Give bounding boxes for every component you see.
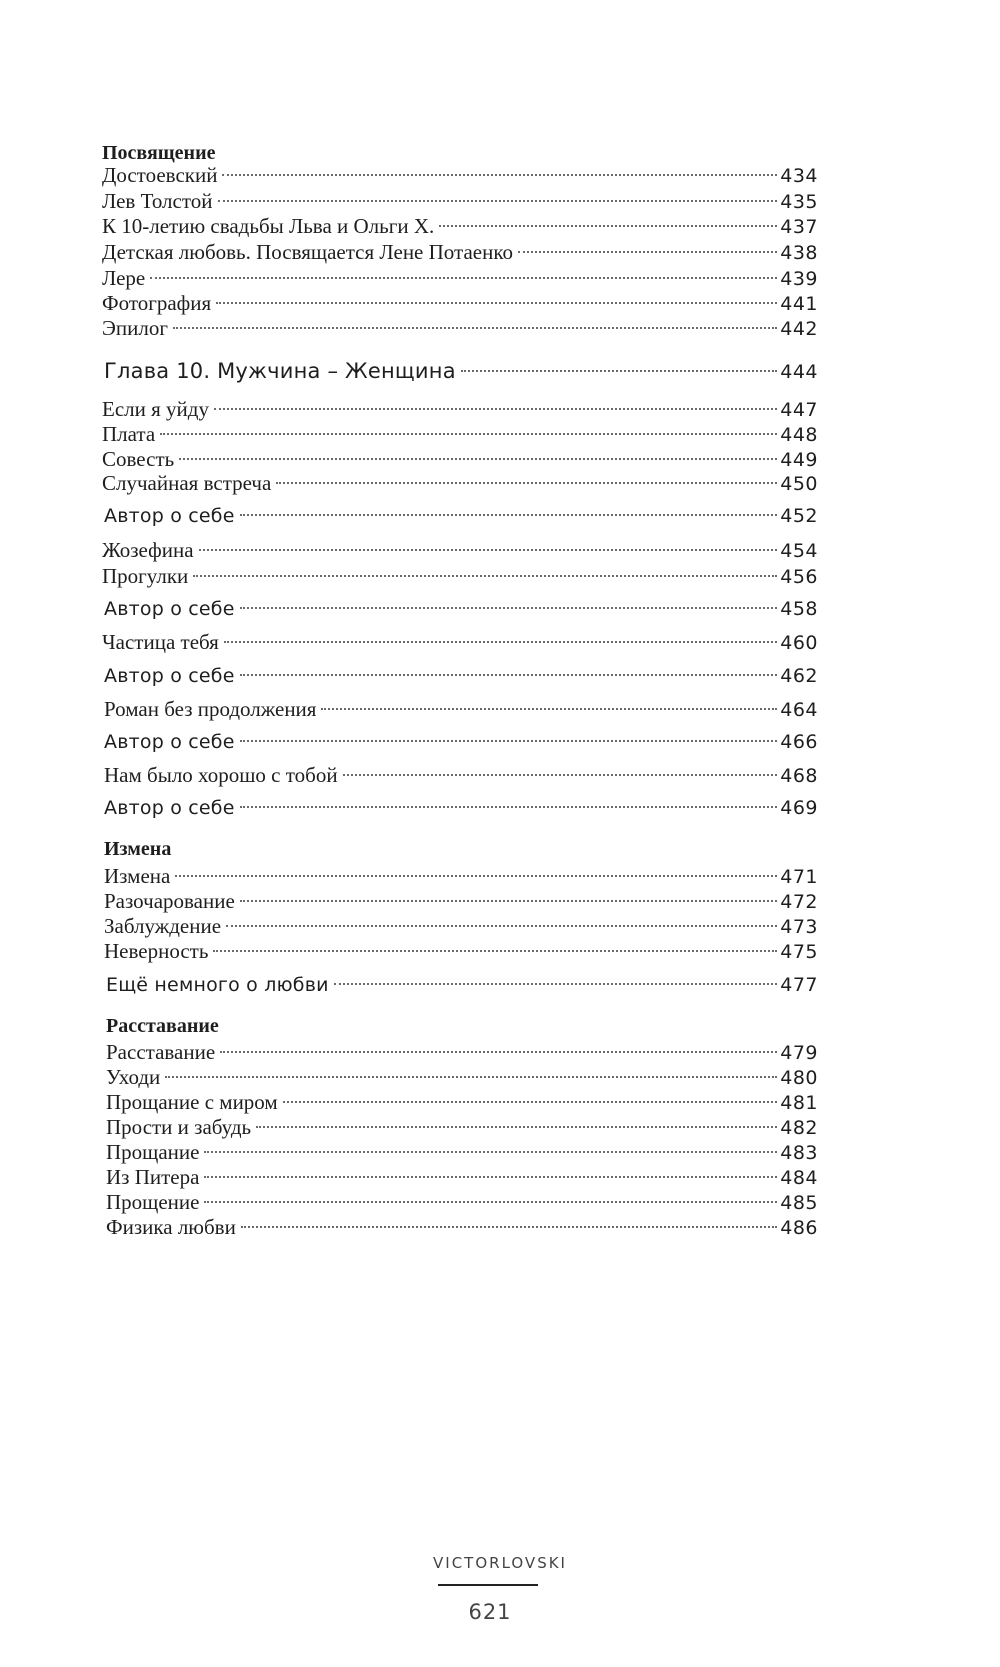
dot-leader: [213, 950, 777, 952]
toc-entry-title: Нам было хорошо с тобой: [104, 763, 338, 787]
toc-entry-title: Автор о себе: [104, 797, 235, 819]
toc-entry-page: 435: [780, 191, 818, 213]
dot-leader: [216, 302, 777, 304]
dot-leader: [204, 1201, 777, 1203]
section-heading-dedication: Посвящение: [102, 142, 216, 164]
toc-entry-page: 462: [780, 665, 818, 687]
dot-leader: [218, 200, 778, 202]
toc-entry-title: Прости и забудь: [106, 1115, 252, 1139]
dot-leader: [193, 575, 777, 577]
toc-entry-page: 484: [780, 1167, 818, 1189]
toc-entry-title: Эпилог: [102, 316, 168, 340]
toc-entry-title: Прощание: [106, 1140, 200, 1164]
toc-entry-title: Достоевский: [102, 163, 218, 187]
dot-leader: [256, 1126, 777, 1128]
dot-leader: [179, 458, 777, 460]
toc-entry-title: Прогулки: [102, 564, 189, 588]
chapter-title: Глава 10. Мужчина – Женщина: [104, 359, 456, 383]
dot-leader: [240, 514, 778, 516]
toc-entry-title: Фотография: [102, 291, 212, 315]
toc-entry: [104, 694, 818, 724]
toc-entry-page: 458: [780, 598, 818, 620]
toc-entry-page: 472: [780, 891, 818, 913]
toc-entry-page: 460: [780, 632, 818, 654]
toc-entry-title: Физика любви: [106, 1215, 236, 1239]
toc-entry-title: Если я уйду: [102, 397, 209, 421]
toc-entry-page: 466: [780, 731, 818, 753]
dot-leader: [175, 875, 777, 877]
dot-leader: [214, 408, 777, 410]
toc-entry-title: Жозефина: [102, 538, 194, 562]
toc-entry-title: Совесть: [102, 447, 175, 471]
toc-entry: [104, 727, 818, 757]
toc-entry-title: Автор о себе: [104, 731, 235, 753]
toc-entry-page: 438: [780, 242, 818, 264]
toc-entry: [104, 936, 818, 966]
toc-entry-title: Случайная встреча: [102, 471, 272, 495]
toc-entry-page: 486: [780, 1217, 818, 1239]
toc-entry-page: 482: [780, 1117, 818, 1139]
toc-entry-title: Измена: [104, 864, 171, 888]
dot-leader: [240, 806, 778, 808]
toc-entry-page: 439: [780, 268, 818, 290]
dot-leader: [343, 774, 778, 776]
toc-entry-page: 448: [780, 424, 818, 446]
toc-entry: [104, 760, 818, 790]
dot-leader: [321, 708, 777, 710]
dot-leader: [518, 251, 777, 253]
page-number: 621: [468, 1600, 512, 1624]
toc-entry-title: Частица тебя: [102, 630, 219, 654]
toc-entry-title: Роман без продолжения: [104, 697, 317, 721]
toc-entry-title: Разочарование: [104, 889, 235, 913]
toc-entry-page: 481: [780, 1092, 818, 1114]
toc-entry: [102, 627, 818, 657]
toc-entry-page: 471: [780, 866, 818, 888]
dot-leader: [173, 327, 777, 329]
dot-leader: [204, 1151, 777, 1153]
toc-entry-page: 456: [780, 566, 818, 588]
chapter-heading: [104, 356, 818, 386]
dot-leader: [204, 1176, 777, 1178]
toc-entry-page: 475: [780, 941, 818, 963]
toc-entry-title: Уходи: [106, 1065, 161, 1089]
toc-entry-title: Заблуждение: [104, 914, 222, 938]
toc-entry-title: Прощание с миром: [106, 1090, 278, 1114]
toc-entry: [106, 970, 818, 1000]
toc-entry-title: К 10-летию свадьбы Льва и Ольги Х.: [102, 214, 435, 238]
toc-entry-title: Автор о себе: [104, 505, 235, 527]
toc-entry-page: 449: [780, 449, 818, 471]
dot-leader: [276, 482, 777, 484]
toc-entry: [102, 468, 818, 498]
toc-entry-title: Расставание: [106, 1040, 216, 1064]
dot-leader: [283, 1101, 778, 1103]
dot-leader: [334, 983, 778, 985]
toc-entry: [106, 1212, 818, 1242]
dot-leader: [240, 674, 778, 676]
toc-entry-page: 483: [780, 1142, 818, 1164]
toc-entry-title: Лев Толстой: [102, 189, 213, 213]
toc-entry: [104, 793, 818, 823]
section-heading-parting: Расставание: [106, 1015, 219, 1037]
toc-entry-title: Неверность: [104, 939, 209, 963]
toc-entry-page: 477: [780, 974, 818, 996]
toc-entry-page: 479: [780, 1042, 818, 1064]
dot-leader: [439, 225, 777, 227]
dot-leader: [220, 1051, 777, 1053]
section-heading-betrayal: Измена: [104, 838, 172, 860]
footer-divider: [438, 1584, 538, 1586]
dot-leader: [150, 277, 777, 279]
toc-entry: [102, 561, 818, 591]
dot-leader: [240, 740, 778, 742]
toc-entry-page: 441: [780, 293, 818, 315]
toc-entry-page: 454: [780, 540, 818, 562]
toc-entry-title: Ещё немного о любви: [106, 974, 329, 996]
toc-entry-title: Из Питера: [106, 1165, 200, 1189]
dot-leader: [160, 433, 777, 435]
toc-entry-page: 464: [780, 699, 818, 721]
toc-entry-title: Автор о себе: [104, 598, 235, 620]
dot-leader: [461, 370, 777, 372]
dot-leader: [199, 549, 778, 551]
toc-entry-title: Плата: [102, 422, 156, 446]
toc-entry-title: Детская любовь. Посвящается Лене Потаенко: [102, 240, 513, 264]
toc-entry-page: 452: [780, 505, 818, 527]
toc-entry-page: 473: [780, 916, 818, 938]
dot-leader: [241, 1226, 777, 1228]
toc-entry-page: 437: [780, 216, 818, 238]
toc-entry: [104, 501, 818, 531]
toc-entry-title: Прощение: [106, 1190, 200, 1214]
toc-entry-title: Лере: [102, 266, 146, 290]
dot-leader: [165, 1076, 777, 1078]
toc-entry: [104, 661, 818, 691]
toc-entry: [102, 313, 818, 343]
toc-entry-page: 442: [780, 318, 818, 340]
chapter-page: 444: [780, 361, 818, 383]
toc-entry-page: 434: [780, 165, 818, 187]
dot-leader: [222, 174, 777, 176]
toc-entry-page: 469: [780, 797, 818, 819]
brand-logo: VICTORLOVSKI: [433, 1554, 567, 1572]
toc-entry-page: 480: [780, 1067, 818, 1089]
dot-leader: [240, 607, 778, 609]
toc-entry-page: 450: [780, 473, 818, 495]
toc-entry-page: 447: [780, 399, 818, 421]
toc-entry-title: Автор о себе: [104, 665, 235, 687]
dot-leader: [240, 900, 777, 902]
toc-entry-page: 485: [780, 1192, 818, 1214]
dot-leader: [224, 641, 777, 643]
toc-entry-page: 468: [780, 765, 818, 787]
dot-leader: [226, 925, 777, 927]
toc-entry: [104, 594, 818, 624]
